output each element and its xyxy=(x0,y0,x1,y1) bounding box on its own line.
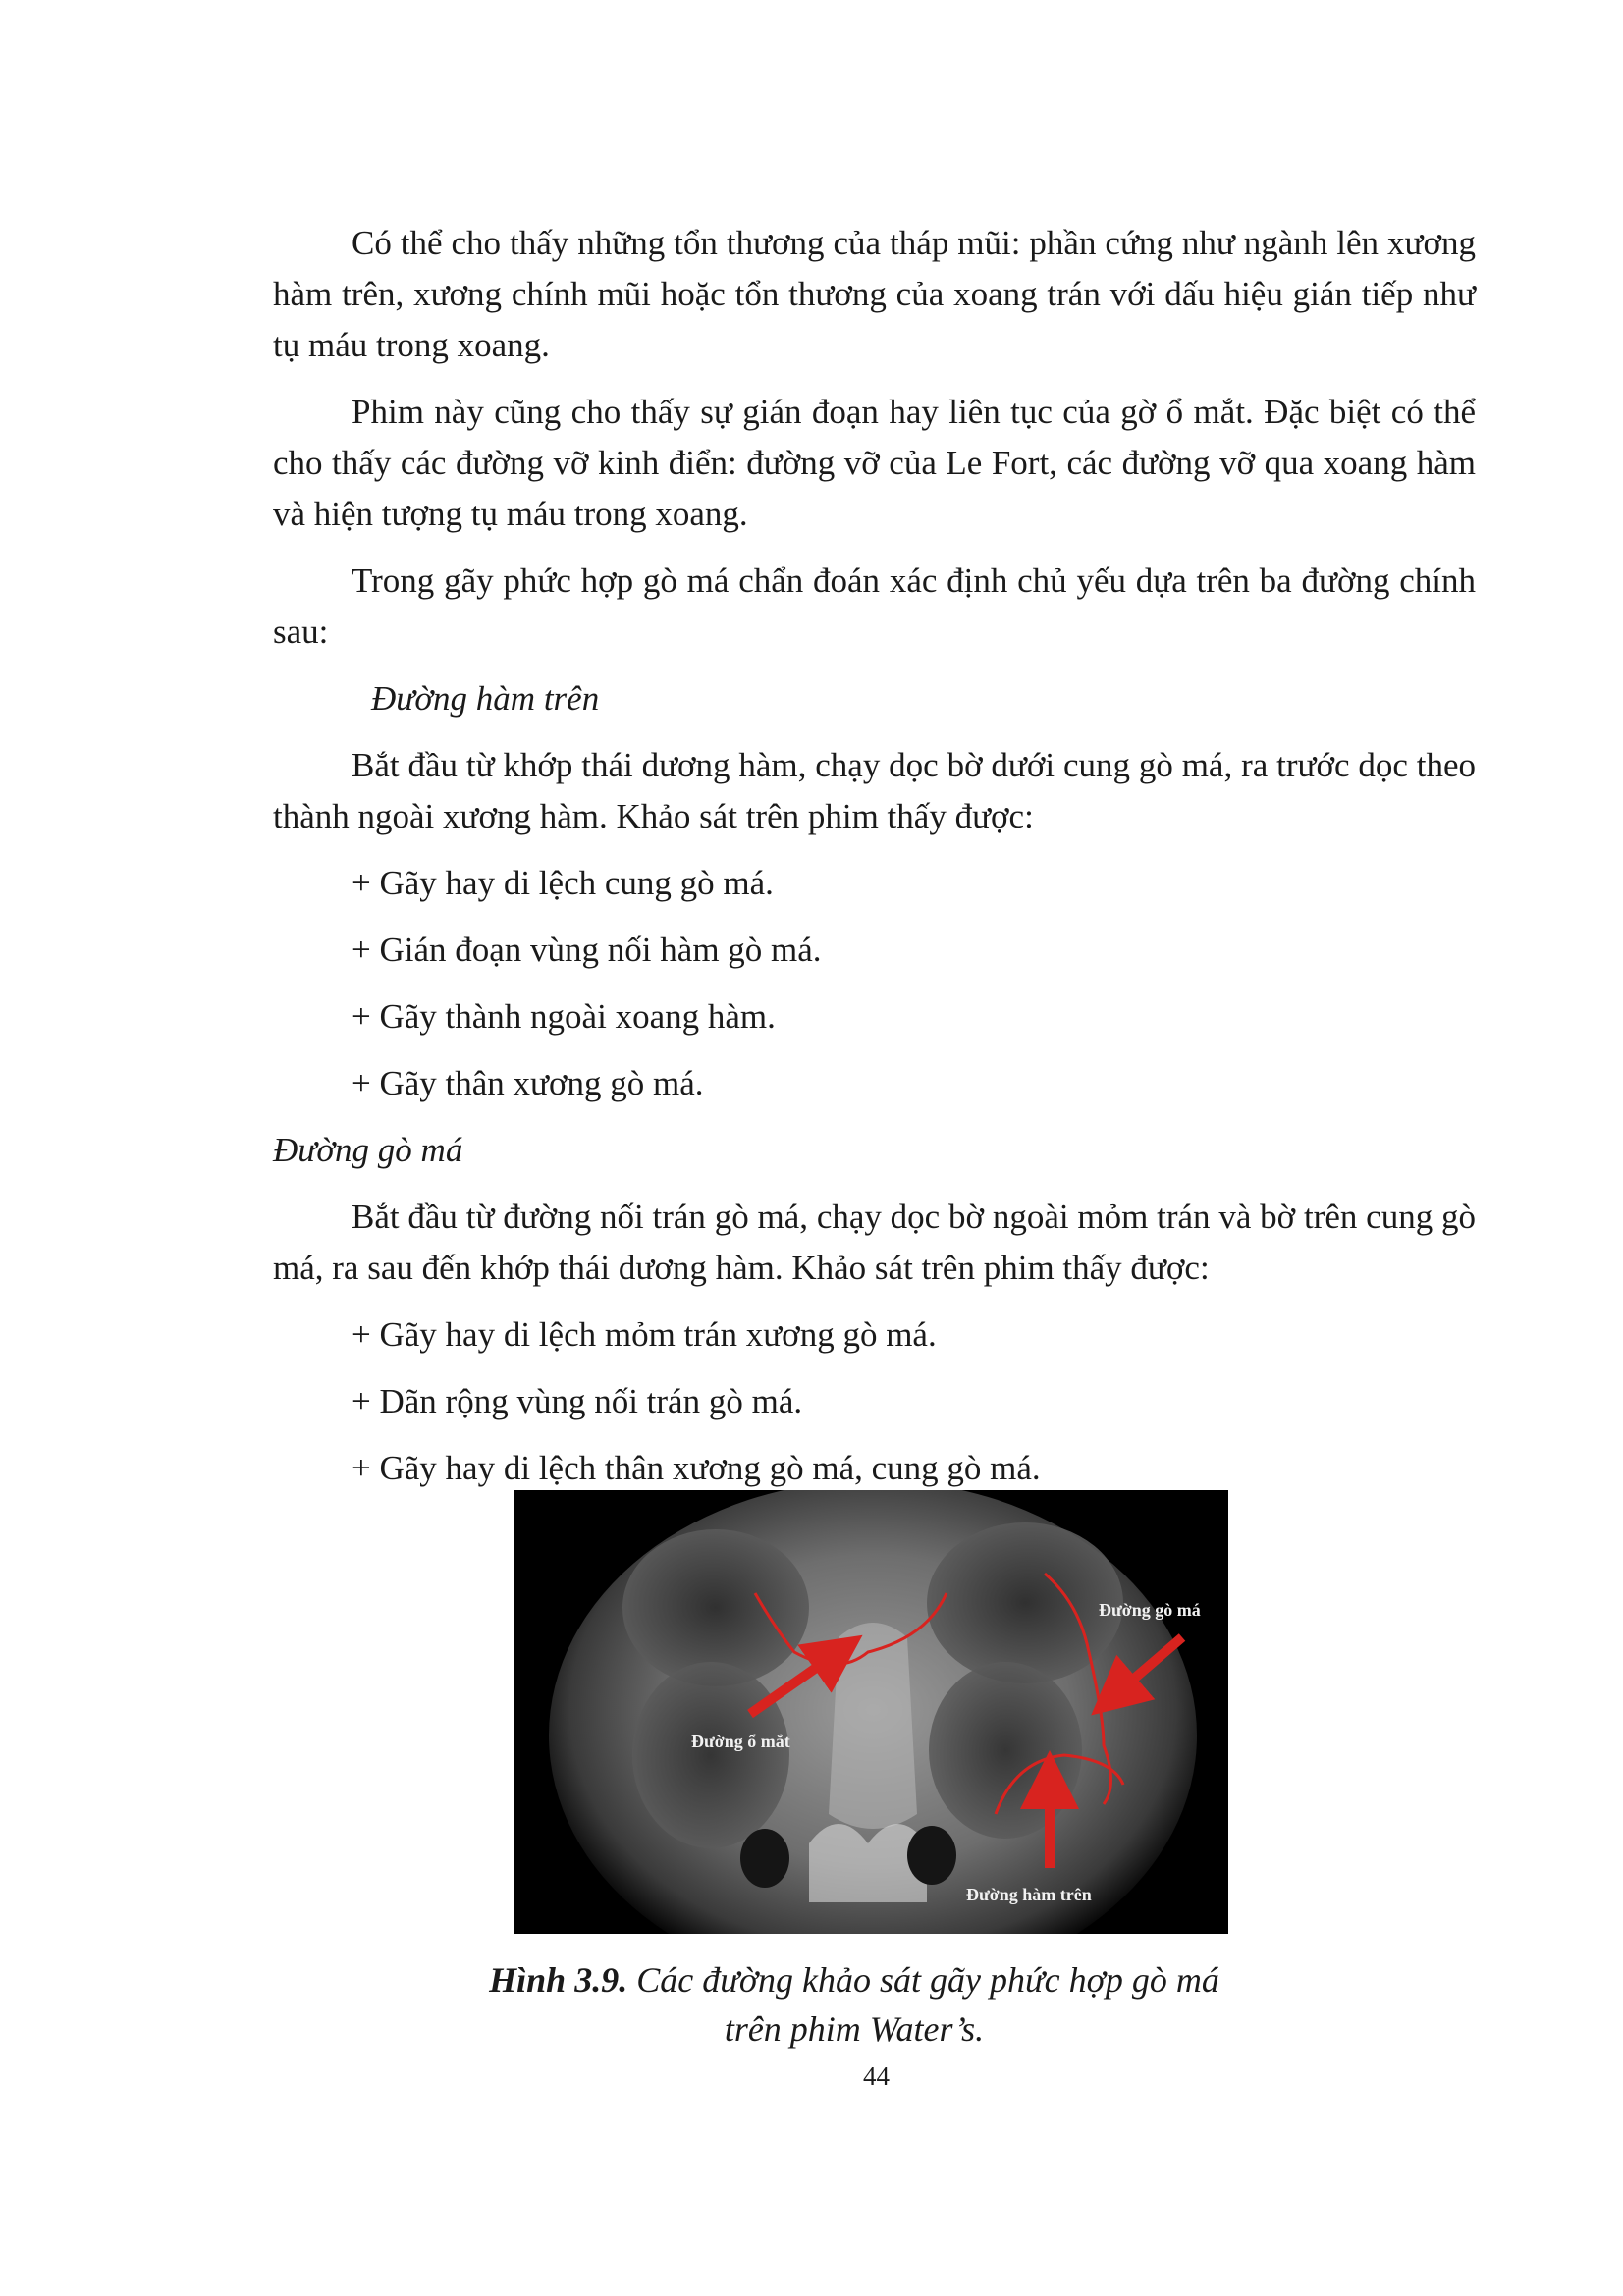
paragraph-three-lines: Trong gãy phức hợp gò má chẩn đoán xác định chủ yếu dựa trên ba đường chính sau: xyxy=(273,561,1476,651)
caption-figure-number: Hình 3.9. xyxy=(489,1960,628,2000)
paragraph-tower-nose: Có thể cho thấy những tổn thương của tháp mũi: phần cứng như ngành lên xương hàm trên, xương chính mũi hoặc tổn thương của xoang trán với dấu hiệu gián tiếp như tụ máu trong xoang. xyxy=(273,224,1476,364)
list-item: + Gãy hay di lệch cung gò má. xyxy=(352,864,774,902)
page-number: 44 xyxy=(863,2061,890,2091)
label-o-mat: Đường ổ mắt xyxy=(691,1732,790,1751)
body-text xyxy=(273,218,1476,1494)
paragraph-ham-tren-intro: Bắt đầu từ khớp thái dương hàm, chạy dọc bờ dưới cung gò má, ra trước dọc theo thành ngoài xương hàm. Khảo sát trên phim thấy được: xyxy=(273,746,1476,835)
paragraph-go-ma-intro: Bắt đầu từ đường nối trán gò má, chạy dọc bờ ngoài mỏm trán và bờ trên cung gò má, ra sau đến khớp thái dương hàm. Khảo sát trên phim thấy được: xyxy=(273,1198,1476,1287)
caption-text-1: Các đường khảo sát gãy phức hợp gò má xyxy=(627,1960,1219,2000)
xray-figure xyxy=(514,1490,1228,1934)
list-item: + Dãn rộng vùng nối trán gò má. xyxy=(352,1382,803,1420)
label-ham-tren: Đường hàm trên xyxy=(966,1885,1092,1904)
list-item: + Gián đoạn vùng nối hàm gò má. xyxy=(352,931,822,969)
dark-spot-right xyxy=(907,1826,956,1885)
heading-duong-go-ma: Đường gò má xyxy=(273,1131,463,1169)
right-orbit xyxy=(927,1522,1123,1683)
figure-caption xyxy=(412,1955,1296,2054)
waters-view-xray xyxy=(514,1490,1228,1934)
nasal-septum xyxy=(829,1623,917,1829)
caption-line-1 xyxy=(412,1955,1296,2004)
list-item: + Gãy hay di lệch thân xương gò má, cung gò má. xyxy=(352,1449,1041,1487)
caption-line-2: trên phim Water’s. xyxy=(724,2009,985,2049)
paragraph-orbit-rim: Phim này cũng cho thấy sự gián đoạn hay liên tục của gờ ổ mắt. Đặc biệt có thể cho thấy các đường vỡ kinh điển: đường vỡ của Le Fort, các đường vỡ qua xoang hàm và hiện tượng tụ máu trong xoang. xyxy=(273,393,1476,533)
list-item: + Gãy thành ngoài xoang hàm. xyxy=(352,997,776,1036)
list-item: + Gãy thân xương gò má. xyxy=(352,1064,704,1102)
right-maxillary-sinus xyxy=(929,1662,1082,1839)
label-go-ma: Đường gò má xyxy=(1099,1600,1201,1620)
heading-duong-ham-tren: Đường hàm trên xyxy=(371,679,600,718)
list-item: + Gãy hay di lệch mỏm trán xương gò má. xyxy=(352,1315,937,1354)
left-maxillary-sinus xyxy=(632,1662,789,1848)
dark-spot-left xyxy=(740,1829,789,1888)
